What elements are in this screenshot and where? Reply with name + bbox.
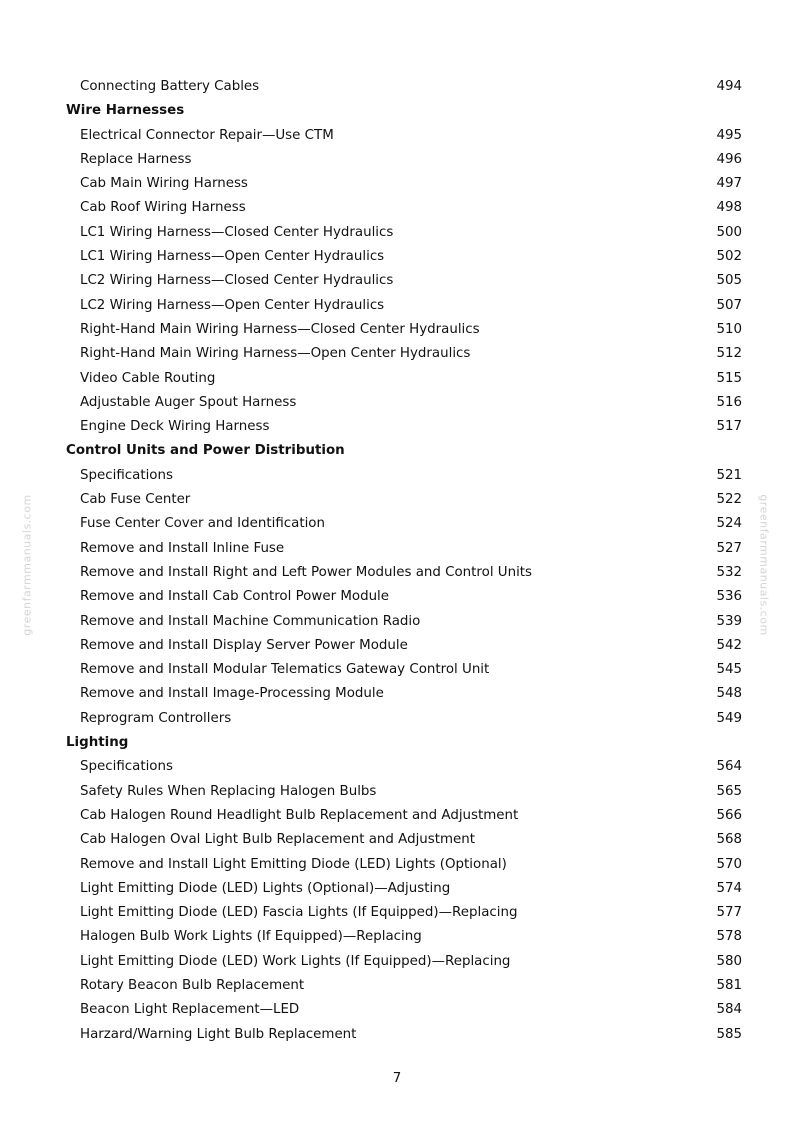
entry-title: Fuse Center Cover and Identification <box>80 516 325 532</box>
entry-title: Light Emitting Diode (LED) Lights (Optional)—Adjusting <box>80 880 451 896</box>
entry-page-number: 577 <box>716 905 742 921</box>
entry-title: Video Cable Routing <box>80 370 216 386</box>
entry-page-number: 498 <box>716 200 742 216</box>
entry-page-number: 542 <box>716 637 742 653</box>
entry-page-number: 502 <box>716 249 742 265</box>
entry-page-number: 527 <box>716 540 742 556</box>
entry-page-number: 495 <box>716 127 742 143</box>
entry-page-number: 522 <box>716 492 742 508</box>
entry-page-number: 564 <box>716 759 742 775</box>
entry-title: LC1 Wiring Harness—Open Center Hydraulics <box>80 249 385 265</box>
toc-entry[interactable] <box>0 269 794 293</box>
toc-entry[interactable] <box>0 974 794 998</box>
entry-page-number: 580 <box>716 953 742 969</box>
entry-page-number: 505 <box>716 273 742 289</box>
entry-title: Right-Hand Main Wiring Harness—Closed Center Hydraulics <box>80 321 480 337</box>
toc-entry[interactable] <box>0 658 794 682</box>
toc-entry[interactable] <box>0 707 794 731</box>
entry-title: Remove and Install Modular Telematics Gateway Control Unit <box>80 662 490 678</box>
toc-entry[interactable] <box>0 464 794 488</box>
toc-entry[interactable] <box>0 221 794 245</box>
toc-entry[interactable] <box>0 488 794 512</box>
entry-title: Remove and Install Right and Left Power Modules and Control Units <box>80 564 533 580</box>
entry-page-number: 521 <box>716 467 742 483</box>
section-title: Control Units and Power Distribution <box>66 443 345 459</box>
entry-page-number: 516 <box>716 394 742 410</box>
entry-page-number: 566 <box>716 807 742 823</box>
entry-title: Light Emitting Diode (LED) Work Lights (If Equipped)—Replacing <box>80 953 511 969</box>
toc-section-heading <box>0 439 794 463</box>
toc-entry[interactable] <box>0 415 794 439</box>
entry-title: LC2 Wiring Harness—Open Center Hydraulics <box>80 297 385 313</box>
entry-title: Remove and Install Cab Control Power Module <box>80 589 390 605</box>
entry-title: Specifications <box>80 759 173 775</box>
toc-entry[interactable] <box>0 124 794 148</box>
entry-title: LC2 Wiring Harness—Closed Center Hydraulics <box>80 273 394 289</box>
entry-title: Replace Harness <box>80 151 192 167</box>
toc-entry[interactable] <box>0 804 794 828</box>
entry-page-number: 507 <box>716 297 742 313</box>
toc-entry[interactable] <box>0 682 794 706</box>
entry-title: Specifications <box>80 467 173 483</box>
entry-title: Connecting Battery Cables <box>80 79 260 94</box>
toc-entry[interactable] <box>0 634 794 658</box>
entry-title: Remove and Install Machine Communication Radio <box>80 613 421 629</box>
entry-page-number: 565 <box>716 783 742 799</box>
toc-entry[interactable] <box>0 950 794 974</box>
entry-title: Electrical Connector Repair—Use CTM <box>80 127 334 143</box>
entry-title: Halogen Bulb Work Lights (If Equipped)—Replacing <box>80 929 422 945</box>
entry-page-number: 570 <box>716 856 742 872</box>
toc-entry[interactable] <box>0 148 794 172</box>
toc-entry[interactable] <box>0 342 794 366</box>
toc-entry[interactable] <box>0 512 794 536</box>
entry-page-number: 517 <box>716 419 742 435</box>
entry-page-number: 536 <box>716 589 742 605</box>
entry-page-number: 574 <box>716 880 742 896</box>
entry-page-number: 512 <box>716 346 742 362</box>
entry-page-number: 584 <box>716 1002 742 1018</box>
entry-page-number: 549 <box>716 710 742 726</box>
entry-title: Cab Halogen Round Headlight Bulb Replacement and Adjustment <box>80 807 519 823</box>
toc-entry[interactable] <box>0 294 794 318</box>
toc-entry[interactable] <box>0 318 794 342</box>
toc-section-heading <box>0 731 794 755</box>
toc-entry[interactable] <box>0 780 794 804</box>
toc-section-heading <box>0 99 794 123</box>
toc-entry[interactable] <box>0 172 794 196</box>
entry-page-number: 500 <box>716 224 742 240</box>
toc-entry[interactable] <box>0 561 794 585</box>
entry-page-number: 510 <box>716 321 742 337</box>
entry-title: Cab Main Wiring Harness <box>80 176 248 192</box>
entry-title: Harzard/Warning Light Bulb Replacement <box>80 1026 357 1042</box>
entry-title: Cab Roof Wiring Harness <box>80 200 246 216</box>
entry-page-number: 578 <box>716 929 742 945</box>
entry-page-number: 532 <box>716 564 742 580</box>
entry-title: Reprogram Controllers <box>80 710 232 726</box>
entry-page-number: 548 <box>716 686 742 702</box>
entry-page-number: 497 <box>716 176 742 192</box>
entry-title: Remove and Install Light Emitting Diode (LED) Lights (Optional) <box>80 856 507 872</box>
entry-page-number: 545 <box>716 662 742 678</box>
watermark-right: greenfarmmanuals.com <box>757 494 771 636</box>
entry-title: Safety Rules When Replacing Halogen Bulbs <box>80 783 377 799</box>
section-title: Lighting <box>66 735 129 751</box>
entry-page-number: 515 <box>716 370 742 386</box>
entry-page-number: 524 <box>716 516 742 532</box>
entry-page-number: 494 <box>716 79 742 94</box>
toc-entry[interactable] <box>0 1023 794 1047</box>
toc-entry[interactable] <box>0 75 794 99</box>
entry-title: Rotary Beacon Bulb Replacement <box>80 977 305 993</box>
toc-entry[interactable] <box>0 537 794 561</box>
entry-title: LC1 Wiring Harness—Closed Center Hydraulics <box>80 224 394 240</box>
entry-page-number: 496 <box>716 151 742 167</box>
toc-entry[interactable] <box>0 610 794 634</box>
toc-entry[interactable] <box>0 828 794 852</box>
entry-page-number: 539 <box>716 613 742 629</box>
table-of-contents <box>0 75 794 1047</box>
toc-entry[interactable] <box>0 755 794 779</box>
entry-title: Light Emitting Diode (LED) Fascia Lights (If Equipped)—Replacing <box>80 905 518 921</box>
entry-title: Cab Fuse Center <box>80 492 191 508</box>
entry-title: Right-Hand Main Wiring Harness—Open Center Hydraulics <box>80 346 471 362</box>
toc-entry[interactable] <box>0 853 794 877</box>
entry-page-number: 585 <box>716 1026 742 1042</box>
toc-entry[interactable] <box>0 877 794 901</box>
toc-entry[interactable] <box>0 901 794 925</box>
entry-title: Remove and Install Image-Processing Module <box>80 686 384 702</box>
watermark-left: greenfarmmanuals.com <box>20 494 34 636</box>
toc-entry[interactable] <box>0 585 794 609</box>
toc-entry[interactable] <box>0 367 794 391</box>
toc-entry[interactable] <box>0 245 794 269</box>
entry-title: Cab Halogen Oval Light Bulb Replacement and Adjustment <box>80 832 476 848</box>
entry-page-number: 581 <box>716 977 742 993</box>
entry-title: Remove and Install Inline Fuse <box>80 540 285 556</box>
page-number: 7 <box>392 1071 402 1086</box>
entry-title: Beacon Light Replacement—LED <box>80 1002 300 1018</box>
toc-entry[interactable] <box>0 925 794 949</box>
toc-entry[interactable] <box>0 196 794 220</box>
entry-page-number: 568 <box>716 832 742 848</box>
toc-entry[interactable] <box>0 998 794 1022</box>
toc-entry[interactable] <box>0 391 794 415</box>
entry-title: Engine Deck Wiring Harness <box>80 419 270 435</box>
entry-title: Remove and Install Display Server Power Module <box>80 637 408 653</box>
entry-title: Adjustable Auger Spout Harness <box>80 394 297 410</box>
section-title: Wire Harnesses <box>66 103 185 119</box>
